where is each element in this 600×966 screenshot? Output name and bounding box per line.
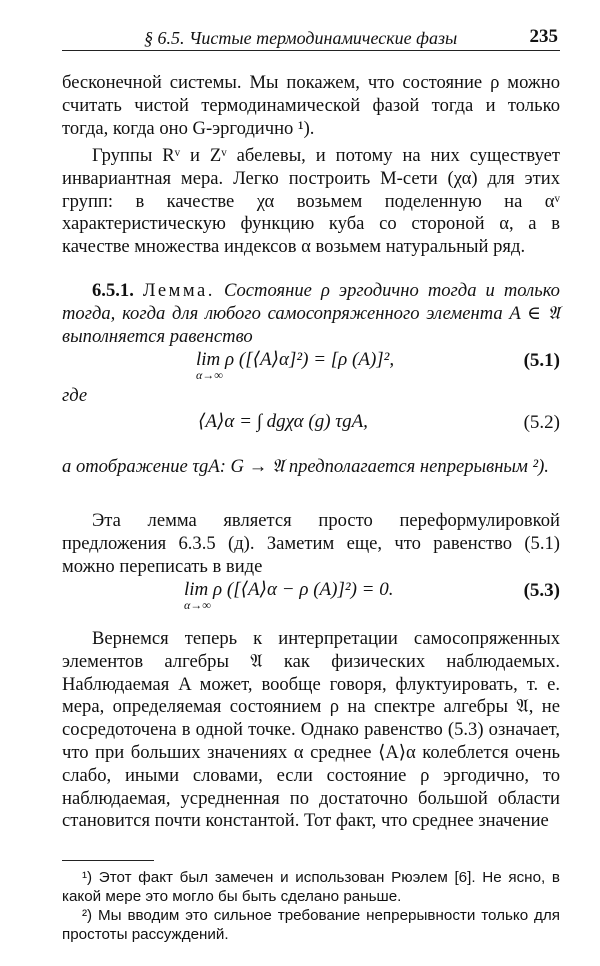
paragraph-2-text: Группы Rᵛ и Zᵛ абелевы, и потому на них существует инвариантная мера. Легко построить M-сети (χα) для этих групп: в качестве χα возьмем поделенную на αᵛ характеристическую функцию куба со стороной α, а в качестве множества индексов α возьмем натуральный ряд. [62, 145, 560, 258]
equation-5-3 [62, 578, 560, 618]
paragraph-2 [62, 145, 560, 259]
equation-5-2 [62, 410, 560, 450]
mapping-sentence [62, 456, 560, 479]
lemma-number: 6.5.1. [92, 280, 134, 301]
paragraph-1 [62, 72, 560, 140]
mapping-text: а отображение τgA: G → 𝔄 предполагается непрерывным ²). [62, 456, 549, 477]
equation-5-2-body: ⟨A⟩α = ∫ dgχα (g) τgA, [198, 411, 368, 432]
equation-5-3-limit: α→∞ [184, 598, 211, 612]
equation-5-1-body: lim ρ ([⟨A⟩α]²) = [ρ (A)]², [196, 349, 395, 370]
lemma-block [62, 280, 560, 348]
running-title: § 6.5. Чистые термодинамические фазы [144, 28, 458, 48]
footnote-divider [62, 860, 154, 861]
equation-5-1-number: (5.1) [523, 350, 560, 371]
lemma-statement: Состояние ρ эргодично тогда и только тогда, когда для любого самосопряженного элемента A ∈ 𝔄 выполняется равенство [62, 280, 560, 347]
footnote-2: ²) Мы вводим это сильное требование непрерывности только для простоты рассуждений. [62, 907, 560, 943]
page-header [62, 22, 560, 51]
footnotes [62, 868, 560, 944]
paragraph-4 [62, 628, 560, 833]
equation-5-3-body: lim ρ ([⟨A⟩α − ρ (A)]²) = 0. [184, 579, 394, 600]
lemma-title: Лемма. [142, 280, 215, 301]
paragraph-3 [62, 510, 560, 578]
equation-5-3-number: (5.3) [523, 580, 560, 601]
paragraph-1-text: бесконечной системы. Мы покажем, что состояние ρ можно считать чистой термодинамической фазой тогда и только тогда, когда оно G-эргодично ¹). [62, 72, 560, 139]
equation-5-1-limit: α→∞ [196, 368, 223, 382]
paragraph-3-text: Эта лемма является просто переформулировкой предложения 6.3.5 (д). Заметим еще, что равенство (5.1) можно переписать в виде [62, 510, 560, 577]
paragraph-4-text: Вернемся теперь к интерпретации самосопряженных элементов алгебры 𝔄 как физических наблюдаемых. Наблюдаемая A может, вообще говоря, флуктуировать, т. е. мера, определяемая состоянием ρ на спектре алгебры 𝔄, не сосредоточена в одной точке. Однако равенство (5.3) означает, что при больших значениях α среднее ⟨A⟩α колеблется очень слабо, иными словами, если состояние ρ эргодично, то наблюдаемая, усредненная по достаточно большой области становится почти константой. Тот факт, что среднее значение [62, 628, 560, 832]
where-label: где [62, 385, 88, 406]
equation-5-2-number: (5.2) [523, 412, 560, 433]
footnote-1: ¹) Этот факт был замечен и использован Рюэлем [6]. Не ясно, в какой мере это могло бы быть сделано раньше. [62, 869, 560, 905]
equation-5-1 [62, 348, 560, 388]
page-number: 235 [529, 26, 558, 47]
